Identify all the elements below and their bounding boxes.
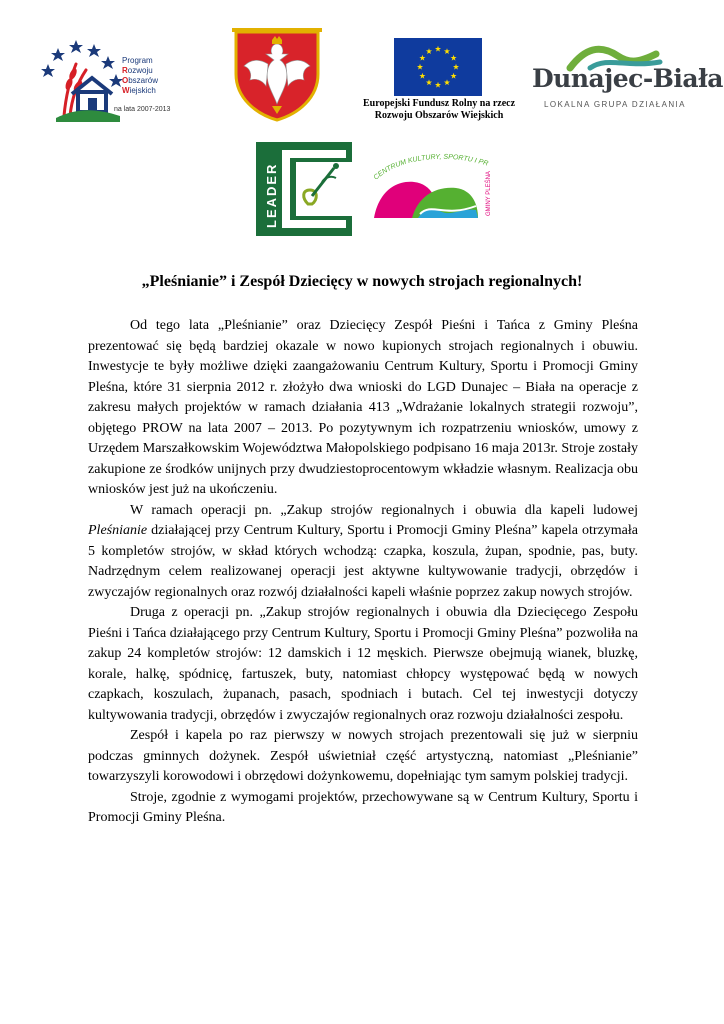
prow-line: Wiejskich [122,86,156,95]
dunajec-biala-subtitle: LOKALNA GRUPA DZIAŁANIA [544,100,686,109]
prow-line: Rozwoju [122,66,153,75]
leader-logo [256,142,352,236]
prow-text [122,56,158,96]
article-body [88,316,638,829]
italic-name: Pleśnianie [88,523,148,538]
prow-line: Program [122,56,153,65]
article-paragraph: Zespół i kapela po raz pierwszy w nowych strojach prezentowali się już w sierpniu podczas gminnych dożynek. Zespół uświetniał część artystyczną, natomiast „Pleśnianie” towarzyszyli korowodowi i obrzędowi dożynkowemu, dopełniając tym samym polskiej tradycji. [88,728,638,784]
dunajec-biala-name: Dunajec-Biała [532,64,723,93]
centrum-side-text: GMINY PLEŚNA [486,171,492,216]
leader-text: LEADER [264,162,279,228]
eu-flag-icon [394,38,482,96]
prow-emblem-icon [36,34,126,124]
eu-caption [338,98,540,122]
prow-logo [36,34,186,124]
centrum-arc-text: CENTRUM KULTURY, SPORTU I PR [372,153,489,182]
prow-line: Obszarów [122,76,159,85]
eu-caption-line: Europejski Fundusz Rolny na rzecz [362,98,516,109]
prow-years: na lata 2007-2013 [114,106,171,113]
article-paragraph: W ramach operacji pn. „Zakup strojów regionalnych i obuwia dla kapeli ludowej Pleśnianie działającej przy Centrum Kultury, Sportu i Promocji Gminy Pleśna” kapela otrzymała 5 kompletów strojów, w skład których wchodzą: czapka, koszula, żupan, spodnie, pas, buty. Nadrzędnym celem realizowanej operacji jest aktywne kultywowanie tradycji, obrzędów i zwyczajów regionalnych oraz rozwój działalności kapeli właśnie poprzez zakup nowych strojów. [88,502,638,600]
article-paragraph: Stroje, zgodnie z wymogami projektów, przechowywane są w Centrum Kultury, Sportu i Promocji Gminy Pleśna. [88,789,638,825]
article-paragraph: Od tego lata „Pleśnianie” oraz Dziecięcy Zespół Pieśni i Tańca z Gminy Pleśna prezentować się będą bardziej okazale w nowo kupionych strojach regionalnych i obuwiu. Inwestycje te były możliwe dzięki zaangażowaniu Centrum Kultury, Sportu i Promocji Gminy Pleśna, które 31 sierpnia 2012 r. złożyło dwa wnioski do LGD Dunajec – Biała na operacje z zakresu małych projektów w ramach działania 413 „Wdrażanie lokalnych strategii rozwoju”, objętego PROW na lata 2007 – 2013. Po pozytywnym ich rozpatrzeniu wniosków, umowy z Urzędem Marszałkowskim Województwa Małopolskiego podpisano 16 maja 2013r. Stroje zostały zakupione ze środków unijnych przy dwudziestoprocentowym wkładzie własnym. Realizacja obu wniosków jest już na ukończeniu. [88,318,638,497]
centrum-kultury-logo [372,152,504,224]
eu-caption-line: Rozwoju Obszarów Wiejskich [374,110,504,121]
malopolska-coat-of-arms-icon [228,24,326,122]
article-title: „Pleśnianie” i Zespół Dziecięcy w nowych strojach regionalnych! [141,273,583,290]
dunajec-biala-logo [530,42,723,116]
article-paragraph: Druga z operacji pn. „Zakup strojów regionalnych i obuwia dla Dziecięcego Zespołu Pieśni i Tańca działającego przy Centrum Kultury, Sportu i Promocji Gminy Pleśna” pozwoliła na zakup 24 kompletów strojów: 12 damskich i 12 męskich. Pierwsze obejmują wianek, bluzkę, korale, halkę, spódnicę, fartuszek, buty, natomiast chłopcy występować będą w nowych czapkach, koszulach, żupanach, pasach, spodniach i butach. Cel tej inwestycji dotyczy kultywowania tradycji, obrzędów i zwyczajów regionalnych oraz rozwoju działalności zespołu. [88,605,638,723]
